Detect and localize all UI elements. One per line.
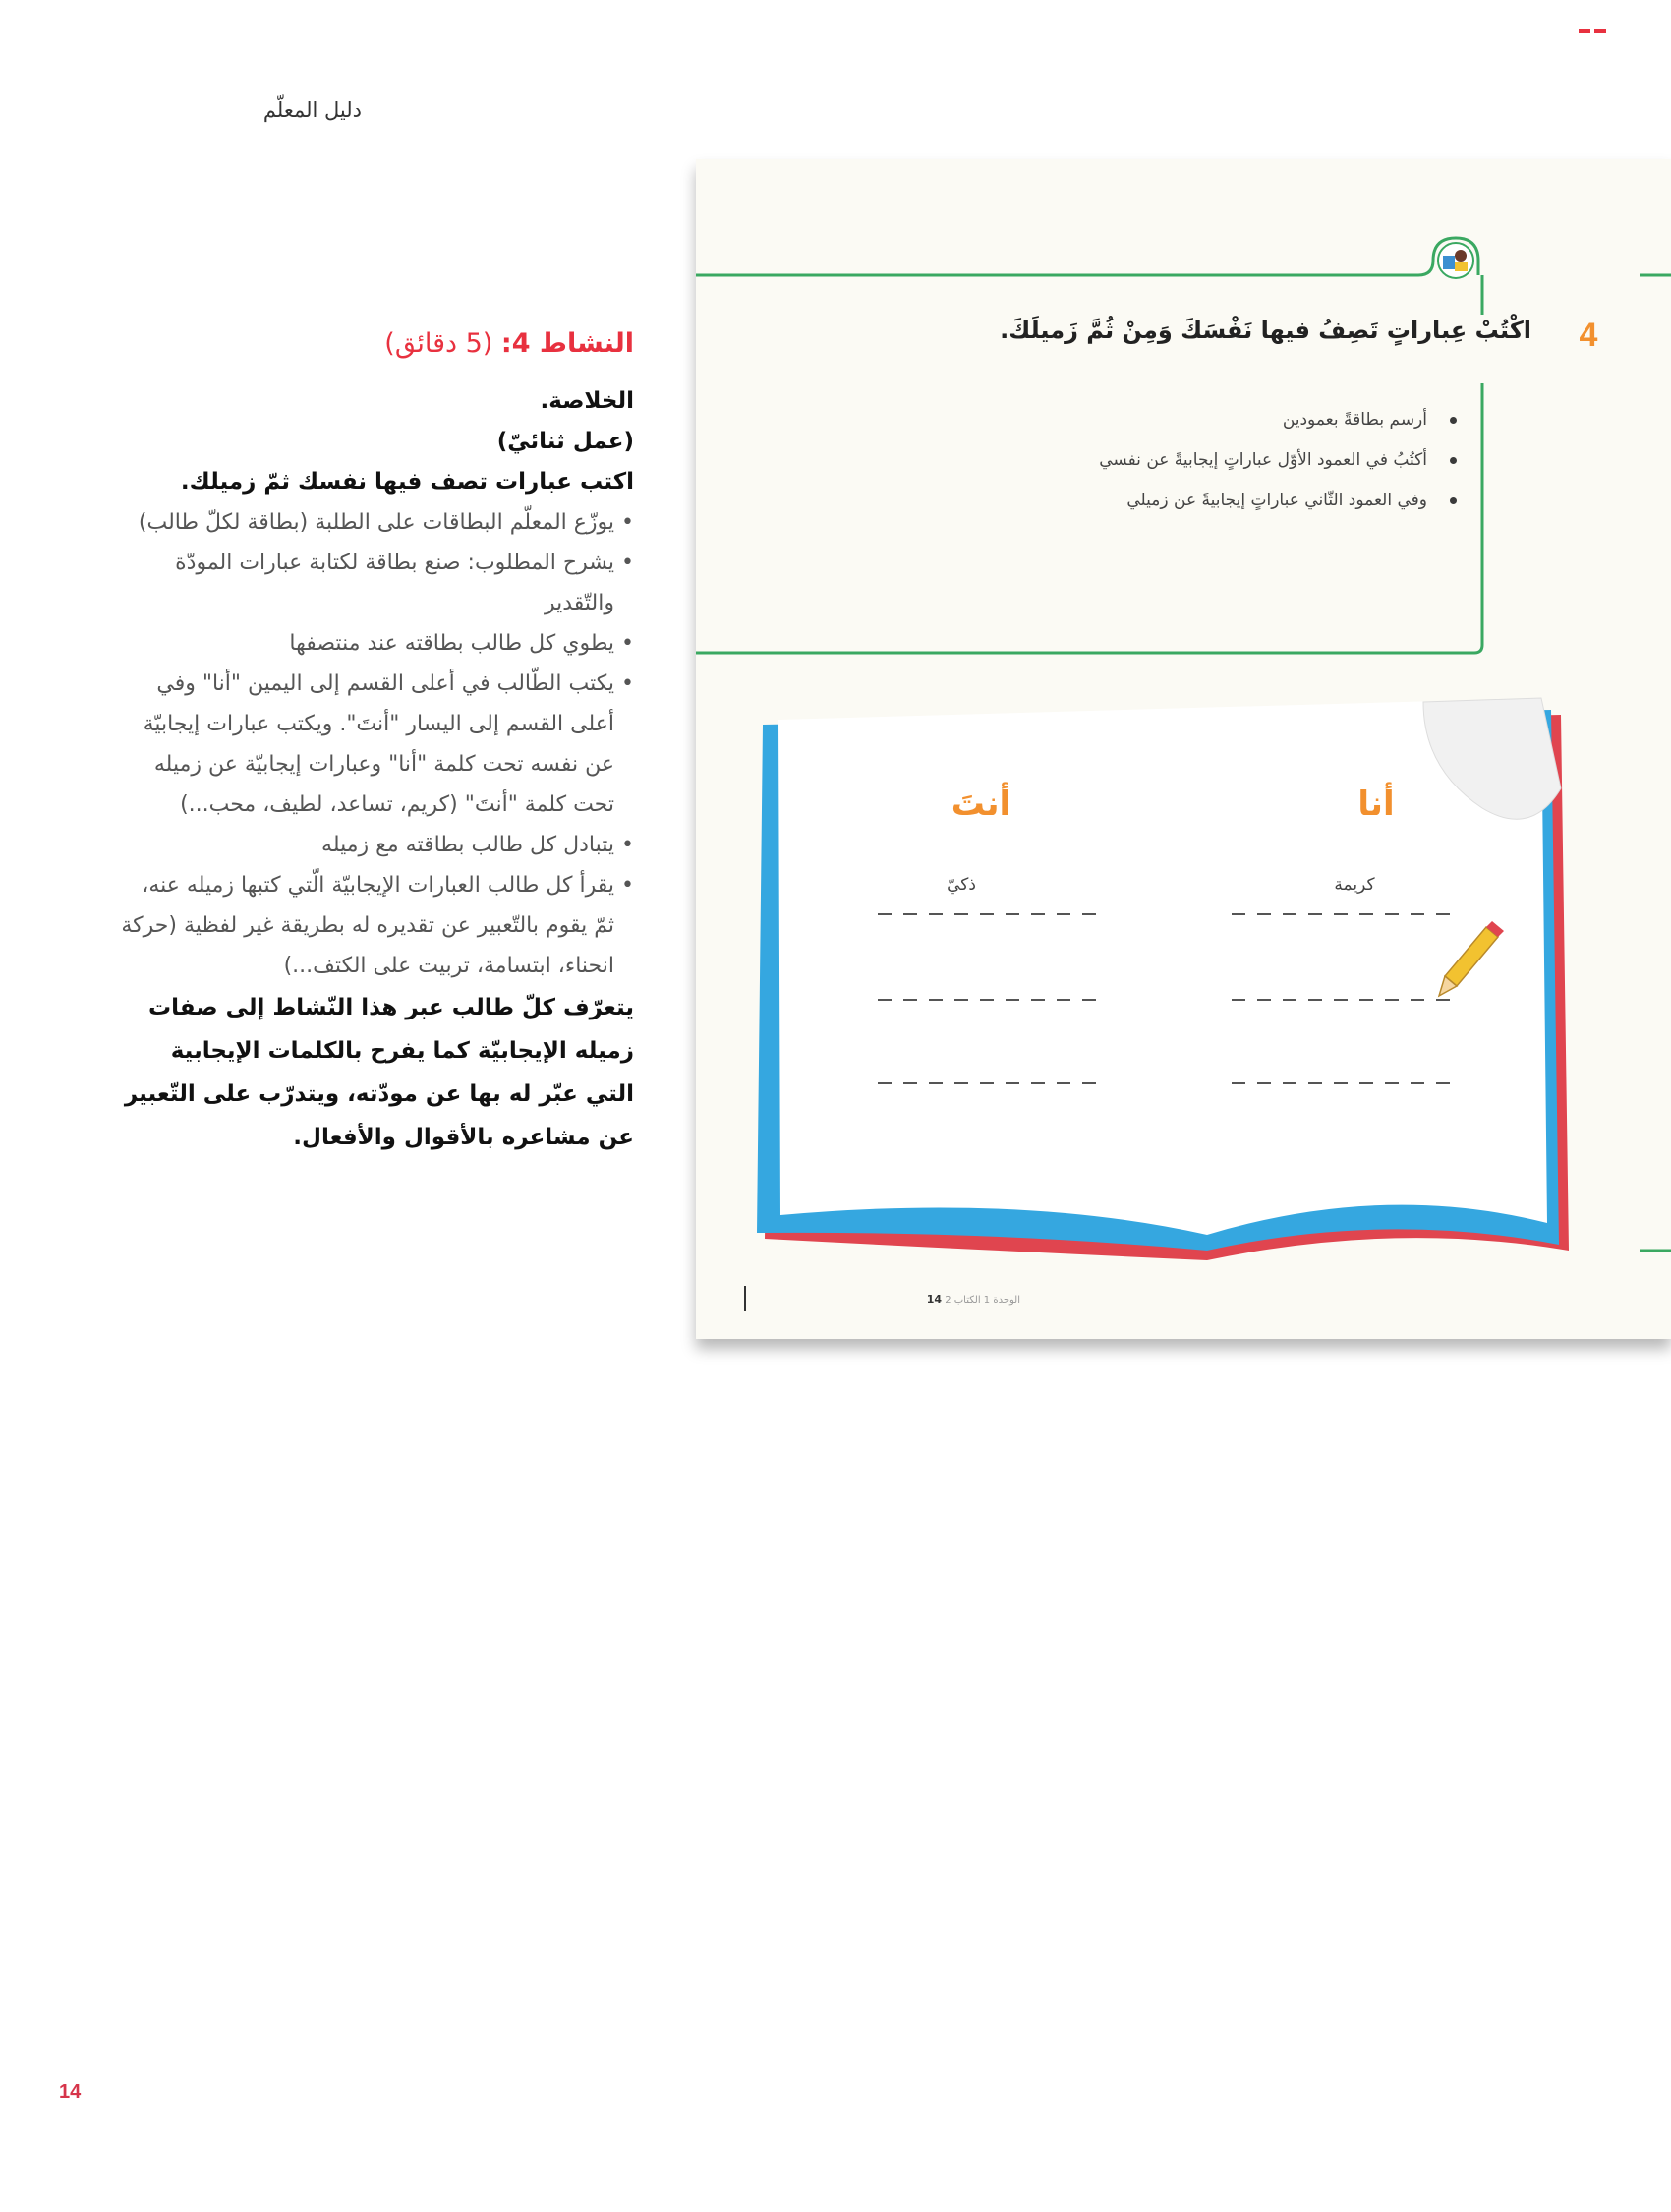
activity-duration: (5 دقائق) — [384, 328, 493, 359]
guide-title: دليل المعلّم — [262, 98, 362, 122]
pencil-icon — [1435, 921, 1504, 1000]
book-footer-page: 14 — [926, 1293, 943, 1306]
corner-mark — [1579, 28, 1608, 35]
book-footer — [725, 1293, 1020, 1306]
list-item: • يشرح المطلوب: صنع بطاقة لكتابة عبارات المودّة والتّقدير — [118, 543, 634, 623]
activity-label: النشاط 4: — [500, 328, 634, 359]
page-number: 14 — [59, 2081, 82, 2103]
list-item: أكتُبُ في العمود الأوّل عباراتٍ إيجابيةً عن نفسي — [893, 440, 1463, 481]
list-item: • يطوي كل طالب بطاقته عند منتصفها — [118, 623, 634, 664]
book-footer-text: الوحدة 1 الكتاب 2 — [945, 1295, 1020, 1306]
card-word-you: ذكيّ — [947, 875, 976, 895]
notes-instruction: اكتب عبارات تصف فيها نفسك ثمّ زميلك. — [180, 469, 634, 495]
list-item: • يوزّع المعلّم البطاقات على الطلبة (بطاقة لكلّ طالب) — [118, 502, 634, 543]
book-instruction: اكْتُبْ عِباراتٍ تَصِفُ فيها نَفْسَكَ وَمِنْ ثُمَّ زَميلَكَ. — [1000, 317, 1531, 344]
section-title: الخلاصة. — [540, 388, 634, 414]
notes-bullets — [118, 502, 634, 986]
card-col-you: أنتَ — [951, 785, 1011, 824]
activity-number: 4 — [1579, 317, 1598, 354]
list-item: وفي العمود الثّاني عباراتٍ إيجابيةً عن زميلي — [893, 481, 1463, 521]
activity-summary: يتعرّف كلّ طالب عبر هذا النّشاط إلى صفات زميله الإيجابيّة كما يفرح بالكلمات الإيجابية التي عبّر له بها عن مودّته، ويتدرّب على التّعبير عن مشاعره بالأقوال والأفعال. — [124, 995, 634, 1150]
card-col-me: أنا — [1357, 785, 1395, 824]
card-illustration — [696, 159, 1671, 1339]
list-item: • يقرأ كل طالب العبارات الإيجابيّة الّتي كتبها زميله عنه، ثمّ يقوم بالتّعبير عن تقديره له بطريقة غير لفظية (حركة انحناء، ابتسامة، تربيت على الكتف...) — [118, 865, 634, 986]
work-mode: (عمل ثنائيّ) — [496, 429, 634, 454]
student-book-page — [696, 159, 1671, 1339]
list-item: أرسم بطاقةً بعمودين — [893, 400, 1463, 440]
list-item: • يكتب الطّالب في أعلى القسم إلى اليمين "أنا" وفي أعلى القسم إلى اليسار "أنتَ". ويكتب عبارات إيجابيّة عن نفسه تحت كلمة "أنا" وعبارات إيجابيّة عن زميله تحت كلمة "أنتَ" (كريم، تساعد، لطيف، محب...) — [118, 664, 634, 825]
list-item: • يتبادل كل طالب بطاقته مع زميله — [118, 825, 634, 865]
teacher-notes — [118, 324, 634, 1159]
card-word-me: كريمة — [1334, 875, 1375, 895]
activity-title — [118, 324, 634, 364]
